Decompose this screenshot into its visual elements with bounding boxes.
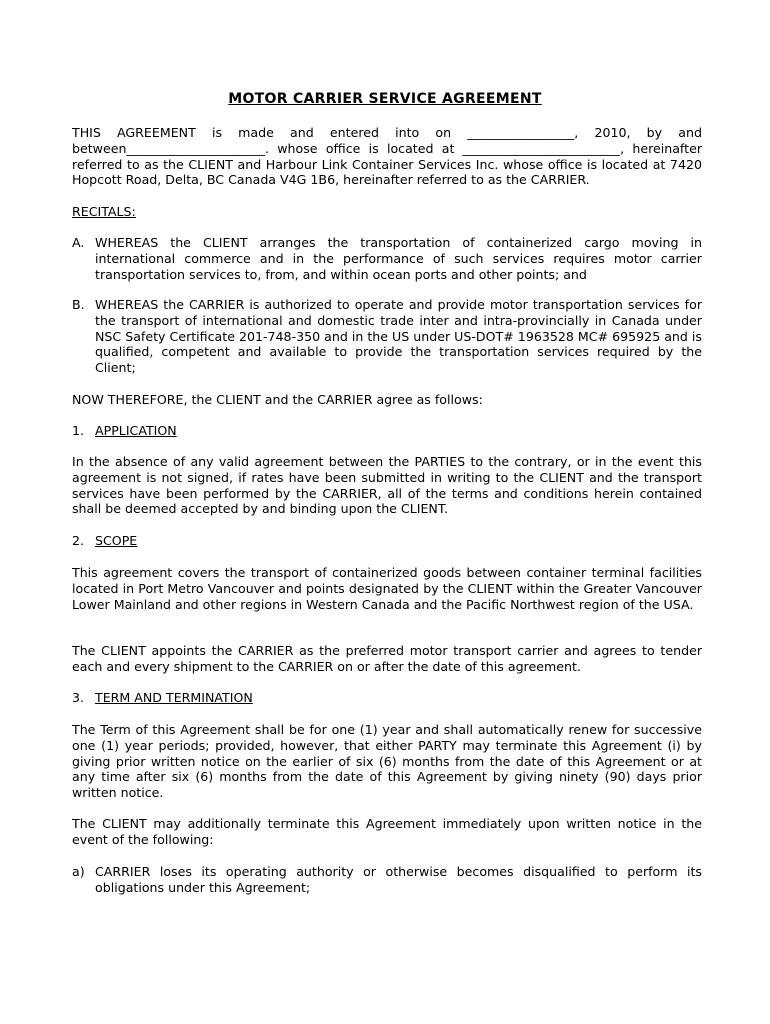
recital-a [72, 235, 702, 282]
section-3-number: 3. [72, 690, 85, 705]
recitals-heading: RECITALS: [72, 204, 136, 219]
section-1-title: APPLICATION [95, 423, 177, 438]
section-2-paragraph-1: This agreement covers the transport of containerized goods between container terminal facilities located in Port Metro Vancouver and points designated by the CLIENT within the Greater Vancouver Lower Mainland and other regions in Western Canada and the Pacific Northwest region of the USA. [72, 565, 702, 612]
section-3-item-a [72, 864, 702, 896]
section-3-paragraph-1: The Term of this Agreement shall be for one (1) year and shall automatically renew for successive one (1) year periods; provided, however, that either PARTY may terminate this Agreement (i) by giving prior written notice on the earlier of six (6) months from the date of this Agreement or at any time after six (6) months from the date of this Agreement by giving ninety (90) days prior written notice. [72, 722, 702, 801]
document-title: MOTOR CARRIER SERVICE AGREEMENT [228, 91, 542, 107]
recital-b [72, 297, 702, 376]
intro-paragraph: THIS AGREEMENT is made and entered into on _________________, 2010, by and between______________________. whose office is located at _________________________, hereinafter referred to as the CLIENT and Harbour Link Container Services Inc. whose office is located at 7420 Hopcott Road, Delta, BC Canada V4G 1B6, hereinafter referred to as the CARRIER. [72, 125, 702, 188]
section-2-number: 2. [72, 533, 85, 548]
recital-b-text: WHEREAS the CARRIER is authorized to operate and provide motor transportation services for the transport of international and domestic trade inter and intra-provincially in Canada under NSC Safety Certificate 201-748-350 and in the US under US-DOT# 1963528 MC# 695925 and is qualified, competent and available to provide the transportation services required by the Client; [95, 297, 702, 376]
section-3-item-a-text: CARRIER loses its operating authority or otherwise becomes disqualified to perform its obligations under this Agreement; [95, 864, 702, 895]
now-therefore-paragraph: NOW THEREFORE, the CLIENT and the CARRIER agree as follows: [72, 392, 483, 407]
recital-a-label: A. [72, 235, 85, 250]
section-3-item-a-label: a) [72, 864, 85, 879]
section-3-heading [72, 690, 702, 706]
section-1-paragraph-1: In the absence of any valid agreement between the PARTIES to the contrary, or in the event this agreement is not signed, if rates have been submitted in writing to the CLIENT and the transport services have been performed by the CARRIER, all of the terms and conditions herein contained shall be deemed accepted by and binding upon the CLIENT. [72, 454, 702, 517]
recital-b-label: B. [72, 297, 85, 312]
section-1-heading [72, 423, 702, 439]
section-2-paragraph-2: The CLIENT appoints the CARRIER as the preferred motor transport carrier and agrees to tender each and every shipment to the CARRIER on or after the date of this agreement. [72, 643, 702, 674]
section-2-heading [72, 533, 702, 549]
section-2-title: SCOPE [95, 533, 138, 548]
recital-a-text: WHEREAS the CLIENT arranges the transportation of containerized cargo moving in international commerce and in the performance of such services requires motor carrier transportation services to, from, and within ocean ports and other points; and [95, 235, 702, 282]
section-3-paragraph-2: The CLIENT may additionally terminate this Agreement immediately upon written notice in the event of the following: [72, 816, 702, 847]
section-3-title: TERM AND TERMINATION [95, 690, 253, 705]
section-1-number: 1. [72, 423, 85, 438]
